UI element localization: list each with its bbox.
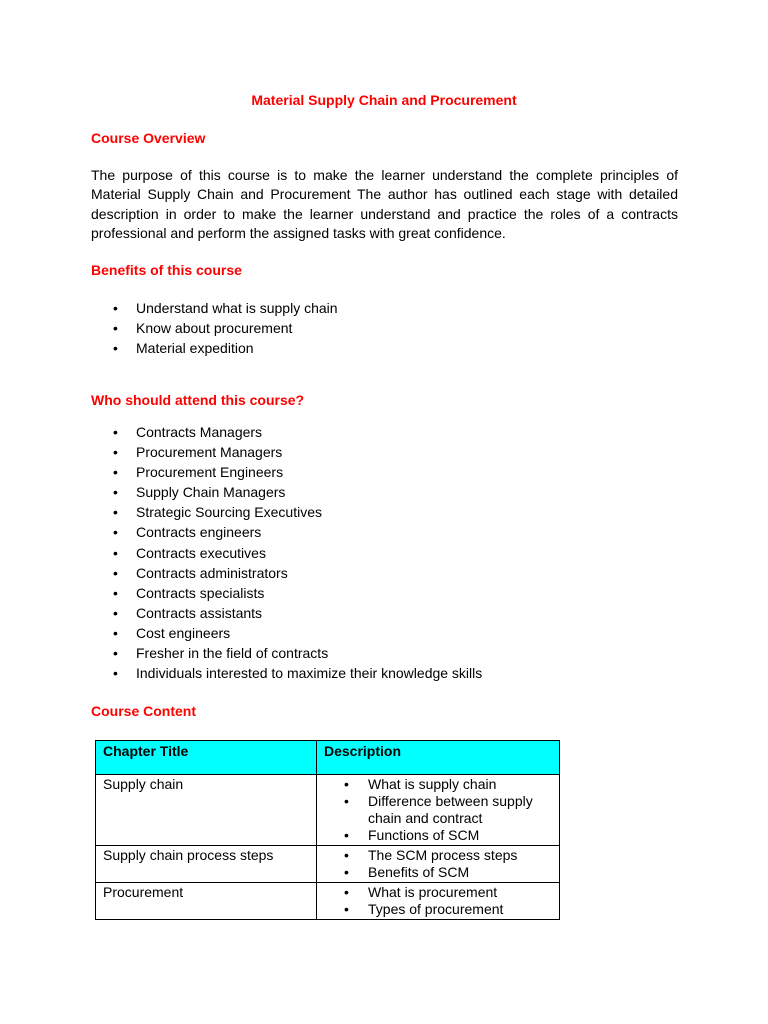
audience-list bbox=[91, 422, 482, 683]
list-item: • Procurement Engineers bbox=[91, 462, 482, 482]
list-item: • Supply Chain Managers bbox=[91, 482, 482, 502]
description-cell bbox=[317, 883, 560, 920]
description-list bbox=[324, 884, 552, 918]
list-item: • Contracts Managers bbox=[91, 422, 482, 442]
list-item: • Difference between supply chain and contract bbox=[324, 793, 552, 827]
list-item: • Understand what is supply chain bbox=[91, 298, 338, 318]
list-item: • Contracts specialists bbox=[91, 583, 482, 603]
chapter-title-cell: Supply chain process steps bbox=[96, 846, 317, 883]
document-title: Material Supply Chain and Procurement bbox=[251, 92, 517, 108]
chapter-title-cell: Supply chain bbox=[96, 775, 317, 846]
list-item: • Contracts engineers bbox=[91, 522, 482, 542]
benefits-heading: Benefits of this course bbox=[91, 262, 242, 278]
course-content-heading: Course Content bbox=[91, 703, 196, 719]
list-item: • Contracts administrators bbox=[91, 563, 482, 583]
list-item: • Fresher in the field of contracts bbox=[91, 643, 482, 663]
list-item: • Strategic Sourcing Executives bbox=[91, 502, 482, 522]
course-content-table bbox=[95, 740, 560, 920]
list-item: • The SCM process steps bbox=[324, 847, 552, 864]
list-item: • Cost engineers bbox=[91, 623, 482, 643]
chapter-title-cell: Procurement bbox=[96, 883, 317, 920]
list-item: • Contracts assistants bbox=[91, 603, 482, 623]
audience-heading: Who should attend this course? bbox=[91, 392, 305, 408]
benefits-list bbox=[91, 298, 338, 358]
table-row bbox=[96, 883, 560, 920]
course-overview-paragraph: The purpose of this course is to make the learner understand the complete principles of Material Supply Chain and Procurement The author has outlined each stage with detailed description in order to make the learner understand and practice the roles of a contracts professional and perform the assigned tasks with great confidence. bbox=[91, 167, 678, 242]
course-overview-heading: Course Overview bbox=[91, 130, 206, 146]
list-item: • Contracts executives bbox=[91, 543, 482, 563]
list-item: • Functions of SCM bbox=[324, 827, 552, 844]
description-cell bbox=[317, 846, 560, 883]
list-item: • Procurement Managers bbox=[91, 442, 482, 462]
table-row bbox=[96, 775, 560, 846]
description-list bbox=[324, 847, 552, 881]
description-list bbox=[324, 776, 552, 844]
list-item: • What is procurement bbox=[324, 884, 552, 901]
table-header-row bbox=[96, 741, 560, 775]
list-item: • Individuals interested to maximize their knowledge skills bbox=[91, 663, 482, 683]
list-item: • Know about procurement bbox=[91, 318, 338, 338]
list-item: • Types of procurement bbox=[324, 901, 552, 918]
column-header-chapter-title: Chapter Title bbox=[96, 741, 317, 775]
description-cell bbox=[317, 775, 560, 846]
table-row bbox=[96, 846, 560, 883]
list-item: • Material expedition bbox=[91, 338, 338, 358]
column-header-description: Description bbox=[317, 741, 560, 775]
list-item: • Benefits of SCM bbox=[324, 864, 552, 881]
list-item: • What is supply chain bbox=[324, 776, 552, 793]
